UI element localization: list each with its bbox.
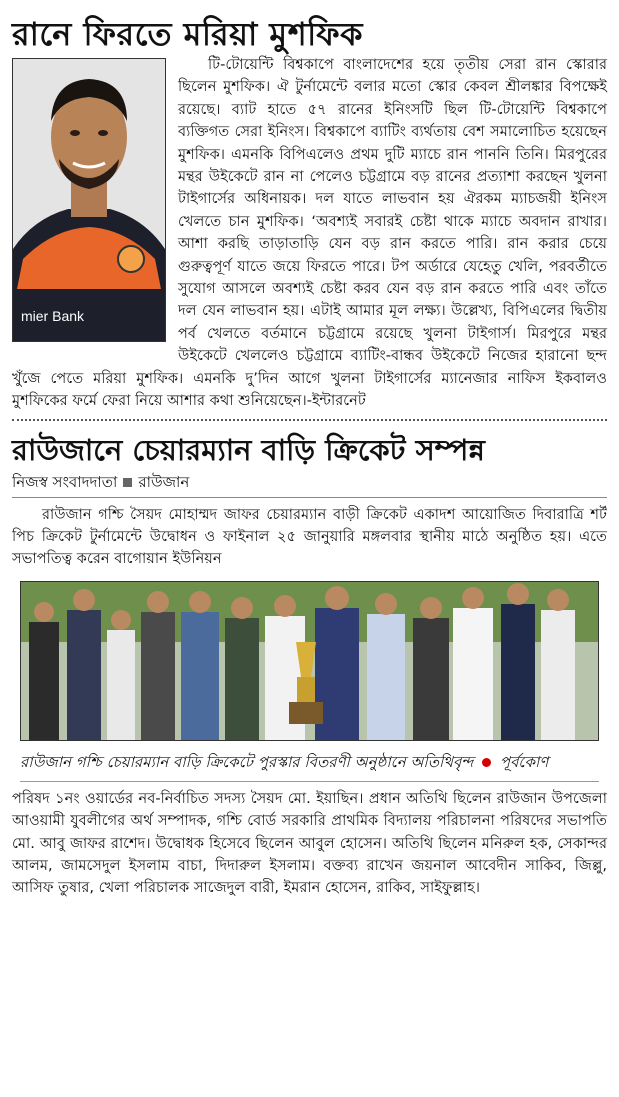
byline-square-icon xyxy=(123,478,132,487)
event-photo xyxy=(20,581,599,741)
article2-continuation: পরিষদ ১নং ওয়ার্ডের নব-নির্বাচিত সদস্য সৈয়দ মো. ইয়াছিন। প্রধান অতিথি ছিলেন রাউজান উপজেলা আওয়ামী যুবলীগের অর্থ সম্পাদক, গশ্চি বোর্ড সরকারি প্রাথমিক বিদ্যালয় পরিচালনা পরিষদের সভাপতি মো. আবু জাফর রাশেদ। উদ্বোধক হিসেবে ছিলেন আবুল হোসেন। অতিথি ছিলেন মনিরুল হক, সেকান্দর আলম, জামসেদুল ইসলাম বাচা, দিদারুল ইসলাম। বক্তব্য রাখেন জয়নাল আবেদীন সাকিব, জিল্লু, আসিফ তুষার, খেলা পরিচালক সাজেদুল বারী, ইমরান হোসেন, রাকিব, সাইফুল্লাহ। xyxy=(12,789,607,897)
byline-author: নিজস্ব সংবাদদাতা xyxy=(12,472,118,491)
section-divider xyxy=(12,419,607,421)
jersey-sponsor-text: mier Bank xyxy=(21,308,85,324)
byline-place: রাউজান xyxy=(138,472,190,491)
article2-continuation-block xyxy=(0,788,619,900)
photo-caption xyxy=(20,751,599,773)
byline xyxy=(0,469,619,495)
article1-body: টি-টোয়েন্টি বিশ্বকাপে বাংলাদেশের হয়ে তৃতীয় সেরা রান স্কোরার ছিলেন মুশফিক। ঐ টুর্নামেন্টে বলার মতো স্কোর কেবল শ্রীলঙ্কার বিপক্ষেই রয়েছে। ব্যাট হাতে ৫৭ রানের ইনিংসটি ছিল টি-টোয়েন্টি বিশ্বকাপে ব্যক্তিগত সেরা ইনিংস। বিশ্বকাপে ব্যাটিং ব্যর্থতায় বেশ সমালোচিত হয়েছেন মুশফিক। এমনকি বিপিএলেও প্রথম দুটি ম্যাচে রান পাননি তিনি। মিরপুরের মন্থর উইকেটে রান না পেলেও চট্টগ্রামে বড় রানের প্রত্যাশা করছেন খুলনা টাইগার্সের অধিনায়ক। দল যাতে লাভবান হয় ঐরকম ম্যাচজয়ী ইনিংস খেলতে চান মুশফিক। ‘অবশ্যই সবারই চেষ্টা থাকে ম্যাচে অবদান রাখার। আশা করছি তাড়াতাড়ি যেন বড় রান করতে পারি। রান করার চেয়ে গুরুত্বপূর্ণ যাতে জয়ে ফিরতে পারে। টপ অর্ডারে যেহেতু খেলি, পরবর্তীতে সুযোগ আসলে অবশ্যই চেষ্টা করব যেন বড় রান করতে পারি এবং তাঁতে দল যেন লাভবান হয়। এটাই আমার মূল লক্ষ্য। উল্লেখ্য, বিপিএলের দ্বিতীয় পর্ব খেলতে বর্তমানে চট্টগ্রামে রয়েছে খুলনা টাইগার্স। মিরপুরে মন্থর উইকেটে খেললেও চট্টগ্রামে ব্যাটিং-বান্ধব উইকেটে নিজের হারানো ছন্দ খুঁজে পেতে মরিয়া মুশফিক। এমনকি দু’দিন আগে খুলনা টাইগার্সের ম্যানেজার নাফিস ইকবালও মুশফিকের ফর্মে ফেরা নিয়ে আশার কথা শুনিয়েছেন।-ইন্টারনেট xyxy=(12,56,607,410)
article2 xyxy=(0,504,619,571)
caption-credit: পূর্বকোণ xyxy=(499,752,549,771)
article1-headline: রানে ফিরতে মরিয়া মুশফিক xyxy=(12,15,364,53)
caption-text: রাউজান গশ্চি চেয়ারম্যান বাড়ি ক্রিকেটে পুরস্কার বিতরণী অনুষ্ঠানে অতিথিবৃন্দ xyxy=(20,752,474,771)
caption-dot-icon xyxy=(482,758,491,767)
article1-photo xyxy=(12,58,166,342)
prize-ceremony-image xyxy=(21,582,598,740)
byline-rule xyxy=(12,497,607,498)
article1 xyxy=(0,54,619,413)
caption-rule xyxy=(20,781,599,782)
article2-lead: রাউজান গশ্চি সৈয়দ মোহাম্মদ জাফর চেয়ারম্যান বাড়ী ক্রিকেট একাদশ আয়োজিত দিবারাত্রি শর্ট পিচ ক্রিকেট টুর্নামেন্টে উদ্বোধন ও ফাইনাল ২৫ জানুয়ারি মঙ্গলবার স্থানীয় মাঠে অনুষ্ঠিত হয়। এতে সভাপতিত্ব করেন বাগোয়ান ইউনিয়ন xyxy=(12,505,607,568)
player-portrait-image xyxy=(13,59,165,341)
article2-headline: রাউজানে চেয়ারম্যান বাড়ি ক্রিকেট সম্পন্ন xyxy=(12,432,485,467)
